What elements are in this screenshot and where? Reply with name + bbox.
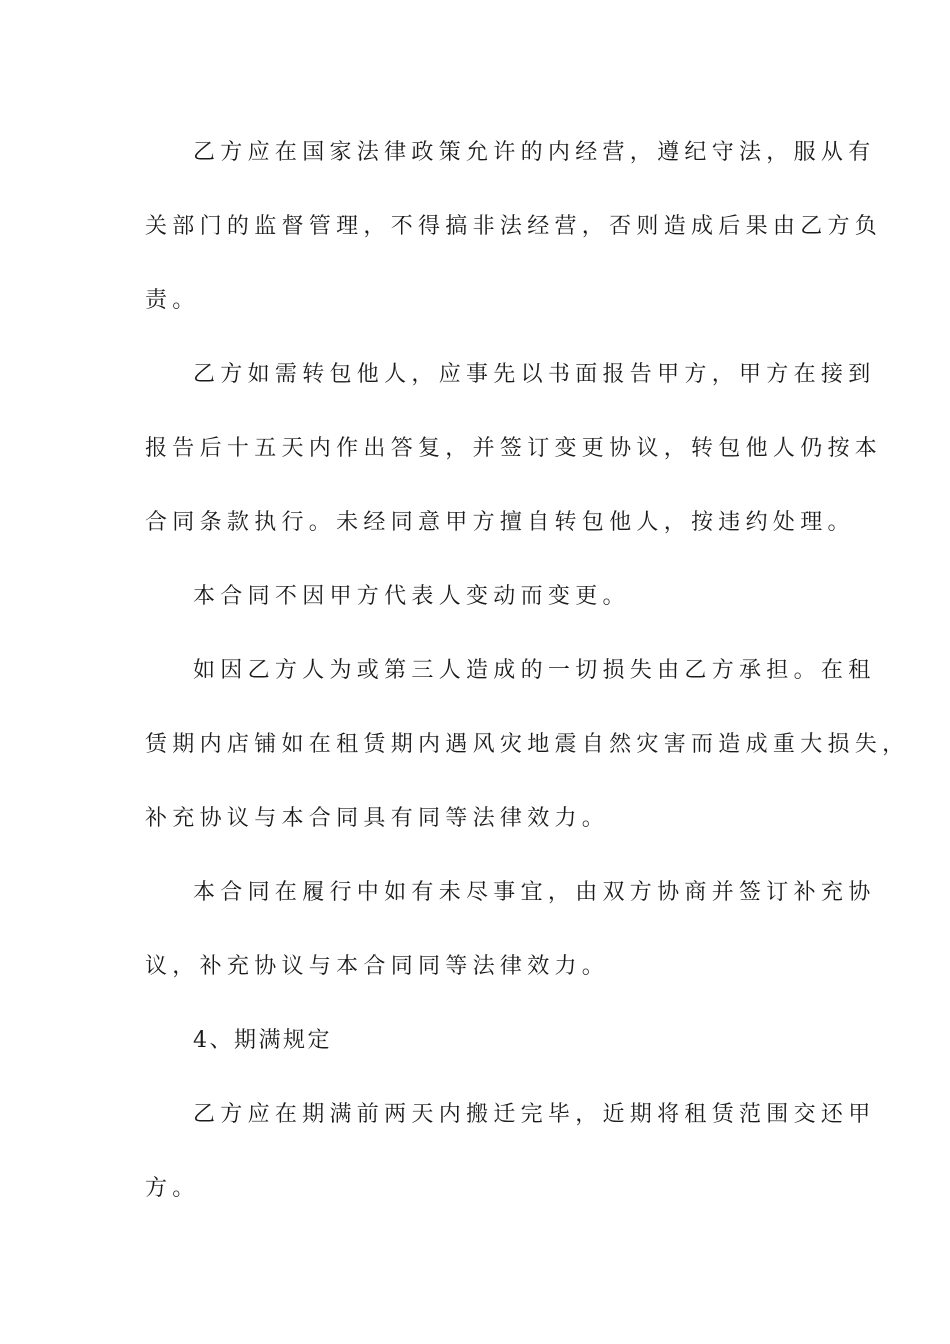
paragraph-line: 乙方应在期满前两天内搬迁完毕，近期将租赁范围交还甲 bbox=[193, 1102, 876, 1127]
paragraph-line: 方。 bbox=[145, 1176, 200, 1201]
document-body bbox=[145, 116, 910, 1226]
paragraph-line: 补充协议与本合同具有同等法律效力。 bbox=[145, 806, 610, 831]
paragraph-line: 合同条款执行。未经同意甲方擅自转包他人，按违约处理。 bbox=[145, 510, 855, 535]
paragraph-line: 乙方如需转包他人，应事先以书面报告甲方，甲方在接到 bbox=[193, 362, 876, 387]
paragraph-line: 赁期内店铺如在租赁期内遇风灾地震自然灾害而造成重大损失， bbox=[145, 732, 910, 757]
paragraph-line: 如因乙方人为或第三人造成的一切损失由乙方承担。在租 bbox=[193, 658, 876, 683]
paragraph-line: 报告后十五天内作出答复，并签订变更协议，转包他人仍按本 bbox=[145, 436, 883, 461]
section-heading: 4、期满规定 bbox=[193, 1028, 332, 1053]
paragraph-line: 关部门的监督管理，不得搞非法经营，否则造成后果由乙方负 bbox=[145, 214, 883, 239]
paragraph-line: 本合同不因甲方代表人变动而变更。 bbox=[193, 584, 630, 609]
paragraph-line: 乙方应在国家法律政策允许的内经营，遵纪守法，服从有 bbox=[193, 140, 876, 165]
paragraph-line: 责。 bbox=[145, 288, 200, 313]
paragraph-line: 议，补充协议与本合同同等法律效力。 bbox=[145, 954, 610, 979]
paragraph-line: 本合同在履行中如有未尽事宜，由双方协商并签订补充协 bbox=[193, 880, 876, 905]
